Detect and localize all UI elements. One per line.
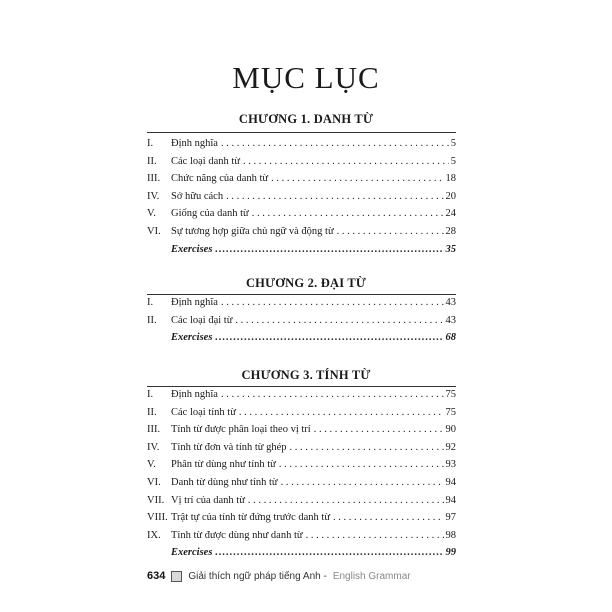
entry-title: Phân từ dùng như tính từ	[171, 459, 276, 471]
entry-page: 93	[445, 459, 456, 471]
entry-number: V.	[147, 459, 156, 471]
dot-leader	[215, 329, 443, 347]
toc-entry[interactable]	[147, 492, 456, 510]
entry-number: VI.	[147, 225, 161, 237]
entry-number: IX.	[147, 529, 161, 541]
chapter-3-heading: CHƯƠNG 3. TÍNH TỪ	[241, 368, 371, 382]
exercises-entry[interactable]	[147, 329, 456, 347]
toc-entry[interactable]	[147, 135, 456, 153]
dot-leader	[215, 544, 443, 562]
entry-title: Các loại đại từ	[171, 314, 233, 326]
chapter-1-divider	[147, 132, 456, 133]
entry-number: VI.	[147, 476, 161, 488]
entry-title: Tính từ được dùng như danh từ	[171, 529, 303, 541]
entry-title: Vị trí của danh từ	[171, 494, 245, 506]
entry-title: Tính từ đơn và tính từ ghép	[171, 441, 287, 453]
page-title: MỤC LỤC	[232, 60, 380, 95]
entry-page: 20	[445, 190, 456, 202]
dot-leader	[290, 439, 444, 457]
exercises-page: 99	[445, 547, 456, 559]
exercises-entry[interactable]	[147, 241, 456, 259]
entry-page: 24	[445, 208, 456, 220]
entry-number: III.	[147, 173, 161, 185]
entry-number: IV.	[147, 441, 160, 453]
entry-page: 92	[445, 441, 456, 453]
footer-subtitle: English Grammar	[332, 570, 411, 582]
dot-leader	[306, 527, 444, 545]
exercises-page: 68	[445, 332, 456, 344]
entry-number: V.	[147, 208, 156, 220]
entry-number: II.	[147, 155, 157, 167]
entry-number: IV.	[147, 190, 160, 202]
footer-book-title: Giải thích ngữ pháp tiếng Anh -	[188, 570, 327, 582]
entry-title: Các loại danh từ	[171, 155, 240, 167]
toc-entry[interactable]	[147, 439, 456, 457]
entry-title: Sự tương hợp giữa chủ ngữ và động từ	[171, 225, 334, 237]
entry-page: 28	[445, 225, 456, 237]
entry-title: Sở hữu cách	[171, 190, 224, 202]
entry-title: Các loại tính từ	[171, 406, 236, 418]
toc-entry[interactable]	[147, 474, 456, 492]
dot-leader	[252, 205, 444, 223]
dot-leader	[333, 509, 443, 527]
entry-page: 18	[445, 173, 456, 185]
chapter-1-list	[147, 135, 456, 258]
entry-title: Định nghĩa	[171, 389, 218, 400]
dot-leader	[248, 492, 444, 510]
entry-page: 43	[445, 297, 456, 308]
exercises-entry[interactable]	[147, 544, 456, 562]
toc-entry[interactable]	[147, 223, 456, 241]
entry-page: 94	[445, 476, 456, 488]
dot-leader	[314, 421, 444, 439]
entry-page: 5	[450, 138, 456, 149]
toc-entry[interactable]	[147, 386, 456, 404]
toc-entry[interactable]	[147, 527, 456, 545]
toc-entry[interactable]	[147, 205, 456, 223]
entry-page: 75	[445, 389, 456, 400]
dot-leader	[239, 404, 444, 422]
entry-title: Danh từ dùng như tính từ	[171, 476, 278, 488]
entry-number: II.	[147, 314, 157, 326]
dot-leader	[221, 135, 449, 153]
entry-page: 5	[450, 155, 456, 167]
entry-number: VIII.	[147, 512, 168, 524]
entry-number: III.	[147, 424, 161, 436]
toc-entry[interactable]	[147, 456, 456, 474]
dot-leader	[221, 294, 444, 312]
entry-number: VII.	[147, 494, 165, 506]
exercises-page: 35	[445, 243, 456, 255]
toc-entry[interactable]	[147, 294, 456, 312]
entry-page: 94	[445, 494, 456, 506]
exercises-label: Exercises	[171, 332, 213, 344]
chapter-2-list	[147, 294, 456, 347]
entry-number: I.	[147, 297, 154, 308]
toc-entry[interactable]	[147, 404, 456, 422]
entry-page: 98	[445, 529, 456, 541]
toc-entry[interactable]	[147, 188, 456, 206]
dot-leader	[281, 474, 444, 492]
dot-leader	[226, 188, 443, 206]
dot-leader	[221, 386, 444, 404]
entry-number: I.	[147, 138, 154, 149]
entry-page: 97	[445, 512, 456, 524]
entry-title: Định nghĩa	[171, 138, 218, 149]
dot-leader	[215, 241, 443, 259]
footer-page-number: 634	[147, 570, 166, 582]
dot-leader	[279, 456, 444, 474]
toc-entry[interactable]	[147, 170, 456, 188]
entry-page: 90	[445, 424, 456, 436]
entry-number: II.	[147, 406, 157, 418]
dot-leader	[337, 223, 444, 241]
entry-number: I.	[147, 389, 154, 400]
entry-title: Định nghĩa	[171, 297, 218, 308]
entry-title: Tính từ được phân loại theo vị trí	[171, 424, 311, 436]
entry-title: Trật tự của tính từ đứng trước danh từ	[171, 512, 331, 524]
entry-title: Chức năng của danh từ	[171, 173, 269, 185]
dot-leader	[235, 312, 443, 330]
toc-entry[interactable]	[147, 312, 456, 330]
chapter-2-heading: CHƯƠNG 2. ĐẠI TỪ	[245, 276, 367, 290]
entry-page: 43	[445, 314, 456, 326]
entry-page: 75	[445, 406, 456, 418]
chapter-3-list	[147, 386, 456, 562]
toc-entry[interactable]	[147, 509, 456, 527]
dot-leader	[243, 153, 449, 171]
exercises-label: Exercises	[171, 243, 213, 255]
toc-entry[interactable]	[147, 153, 456, 171]
chapter-1-heading: CHƯƠNG 1. DANH TỪ	[238, 112, 374, 126]
dot-leader	[271, 170, 443, 188]
entry-title: Giống của danh từ	[171, 208, 249, 220]
page-footer	[147, 568, 411, 584]
toc-entry[interactable]	[147, 421, 456, 439]
exercises-label: Exercises	[171, 547, 213, 559]
square-marker-icon	[171, 571, 182, 582]
